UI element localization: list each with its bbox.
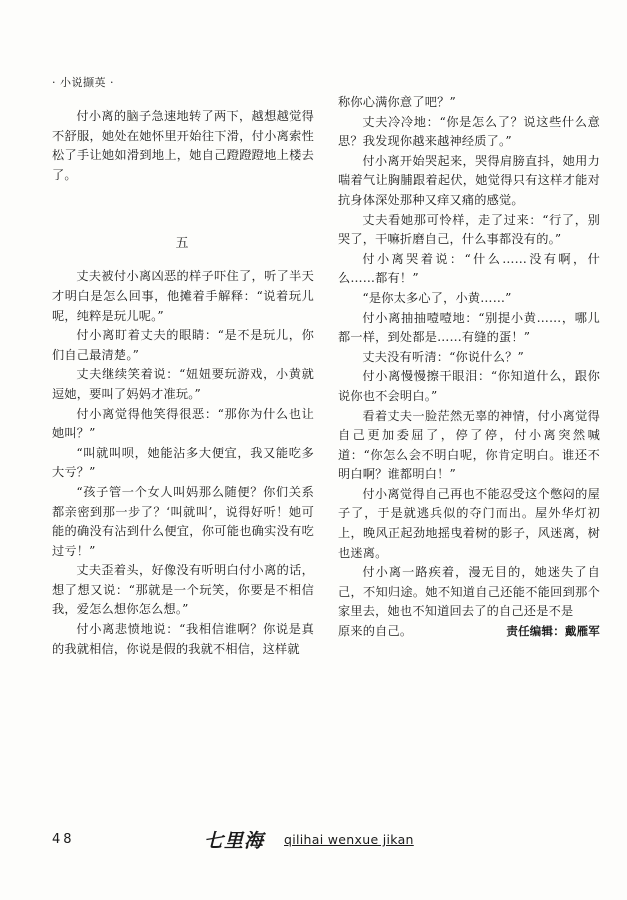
body-paragraph: 付小离抽抽噎噎地：“别提小黄……，哪儿都一样，到处都是……有缝的蛋！” [338,310,600,345]
page-footer [52,826,592,856]
magazine-pinyin: qilihai wenxue jikan [284,832,414,847]
body-paragraph: 付小离悲愤地说：“我相信谁啊？你说是真的我就相信，你说是假的我就不相信，这样就 [52,622,314,656]
body-paragraph: 丈夫继续笑着说：“妞妞要玩游戏，小黄就逗她，要叫了妈妈才准玩。” [52,367,314,401]
closing-line [338,622,600,642]
body-paragraph: 付小离慢慢擦干眼泪：“你知道什么，跟你说你也不会明白。” [338,369,600,403]
body-paragraph: 付小离盯着丈夫的眼睛：“是不是玩儿，你们自己最清楚。” [52,328,314,362]
page-number: 48 [52,832,75,847]
body-paragraph: 丈夫被付小离凶恶的样子吓住了，听了半天才明白是怎么回事，他摊着手解释：“说着玩儿呢，纯粹是玩儿呢。” [52,269,314,323]
body-paragraph: 看着丈夫一脸茫然无辜的神情，付小离觉得自己更加委屈了，停了停，付小离突然喊道：“你怎么会不明白呢，你肯定明白。谁还不明白啊？谁都明白！” [338,408,600,482]
left-column [52,107,314,659]
section-heading: 五 [175,236,191,252]
body-paragraph: “叫就叫呗，她能沾多大便宜，我又能吃多大亏？” [52,445,314,480]
body-paragraph: 付小离觉得自己再也不能忍受这个憋闷的屋子了，于是就逃兵似的夺门而出。屋外华灯初上，晚风正起劲地摇曳着树的影子，风迷离，树也迷离。 [338,486,600,560]
body-paragraph: “孩子管一个女人叫妈那么随便？你们关系都亲密到那一步了？‘叫就叫’，说得好听！她可能的确没有沾到什么便宜，你可能也确实没有吃过亏！” [52,484,314,558]
last-line-text: 原来的自己。 [338,624,413,639]
right-column [338,93,600,642]
body-paragraph: 付小离一路疾着，漫无目的，她迷失了自己，不知归途。她不知道自己还能不能回到那个家里去，她也不知道回去了的自己还是不是 [338,565,600,619]
body-paragraph: 付小离哭着说：“什么……没有啊，什么……都有！” [338,251,600,286]
magazine-logo: 七里海 [204,830,265,852]
body-paragraph: 丈夫冷冷地：“你是怎么了？说这些什么意思？我发现你越来越神经质了。” [338,114,600,149]
body-paragraph: 付小离开始哭起来，哭得肩膀直抖，她用力喘着气让胸脯跟着起伏，她觉得只有这样才能对抗身体深处那种又痒又痛的感觉。 [338,153,600,207]
body-paragraph: 丈夫歪着头，好像没有听明白付小离的话，想了想又说：“那就是一个玩笑，你要是不相信我，爱怎么想你怎么想。” [52,563,314,617]
body-paragraph: 称你心满你意了吧？” [338,95,456,109]
editor-credit: 责任编辑：戴雁军 [506,624,600,639]
section-tag: · 小说撷英 · [52,76,114,89]
intro-paragraph: 付小离的脑子急速地转了两下，越想越觉得不舒服，她处在她怀里开始往下滑，付小离索性松了手让她如滑到地上，她自己蹬蹬蹬地上楼去了。 [52,109,314,182]
body-paragraph: 丈夫看她那可怜样，走了过来：“行了，别哭了，干嘛折磨自己，什么事都没有的。” [338,212,600,247]
body-paragraph: “是你太多心了，小黄……” [362,290,512,305]
body-paragraph: 付小离觉得他笑得很恶：“那你为什么也让她叫？” [52,406,314,441]
body-paragraph: 丈夫没有听清：“你说什么？” [362,349,524,364]
